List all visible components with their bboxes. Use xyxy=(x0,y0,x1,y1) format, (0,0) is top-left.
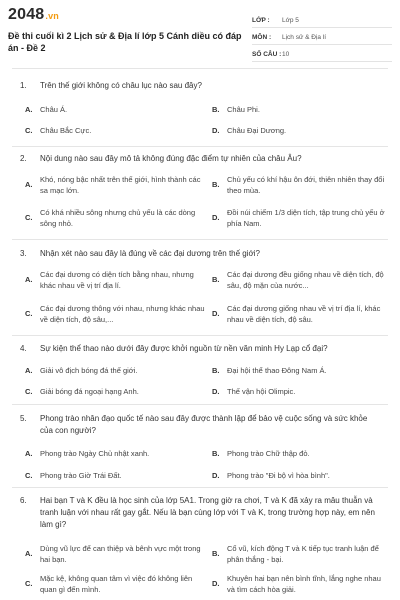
option-letter: C. xyxy=(25,387,33,396)
option-letter: B. xyxy=(212,366,220,375)
option-text: Các đại dương thông với nhau, nhưng khác nhau về diện tích, độ sâu,... xyxy=(40,304,205,324)
option-letter: B. xyxy=(212,275,220,284)
option-letter: A. xyxy=(25,549,33,558)
meta-value: Lớp 5 xyxy=(282,17,299,24)
question-number: 3. xyxy=(20,249,27,258)
option-letter: A. xyxy=(25,275,33,284)
question-stem: Phong trào nhân đạo quốc tế nào sau đây được thành lập để bảo vệ cuộc sống và sức khỏe của con người? xyxy=(40,414,368,435)
option-text: Phong trào "Đi bộ vì hòa bình". xyxy=(227,471,330,480)
meta-row-class xyxy=(252,14,392,28)
logo-suffix: .vn xyxy=(45,11,60,21)
option-text: Đồi núi chiếm 1/3 diện tích, tập trung chủ yếu ở phía Nam. xyxy=(227,208,385,228)
meta-value: Lịch sử & Địa lí xyxy=(282,34,327,41)
option-letter: A. xyxy=(25,180,33,189)
divider xyxy=(12,335,388,336)
question-number: 1. xyxy=(20,81,27,90)
option-text: Các đại dương đều giống nhau về diện tích, độ sâu, độ mặn của nước... xyxy=(227,270,384,290)
option-text: Các đại dương có diện tích bằng nhau, nhưng khác nhau về vị trí địa lí. xyxy=(40,270,194,290)
divider xyxy=(12,487,388,488)
option-text: Mặc kệ, không quan tâm vì việc đó không liên quan gì đến mình. xyxy=(40,574,193,594)
option-letter: C. xyxy=(25,309,33,318)
page-header xyxy=(0,0,400,66)
exam-meta xyxy=(252,14,392,65)
meta-value: 10 xyxy=(282,51,290,58)
question-stem: Sự kiện thể thao nào dưới đây được khởi nguồn từ nền văn minh Hy Lạp cổ đại? xyxy=(40,344,328,353)
option-text: Giải vô địch bóng đá thế giới. xyxy=(40,366,138,375)
meta-key: SỐ CÂU : xyxy=(252,51,282,58)
option-text: Khuyên hai bạn nên bình tĩnh, lắng nghe nhau và tìm cách hòa giải. xyxy=(227,574,381,594)
option-text: Châu Á. xyxy=(40,105,68,114)
option-text: Châu Phi. xyxy=(227,105,260,114)
question-stem: Trên thế giới không có châu lục nào sau đây? xyxy=(40,81,202,90)
question-number: 5. xyxy=(20,414,27,423)
question-number: 2. xyxy=(20,154,27,163)
option-letter: C. xyxy=(25,213,33,222)
option-text: Phong trào Chữ thập đỏ. xyxy=(227,449,310,458)
option-letter: D. xyxy=(212,309,220,318)
option-text: Châu Bắc Cực. xyxy=(40,126,92,135)
option-letter: D. xyxy=(212,471,220,480)
question-stem: Nội dung nào sau đây mô tả không đúng đặc điểm tự nhiên của châu Âu? xyxy=(40,154,302,163)
option-text: Cổ vũ, kích động T và K tiếp tục tranh luận để phân thắng - bại. xyxy=(227,544,379,564)
question-number: 6. xyxy=(20,496,27,505)
option-letter: A. xyxy=(25,449,33,458)
option-letter: B. xyxy=(212,105,220,114)
option-text: Chủ yếu có khí hậu ôn đới, thiên nhiên thay đổi theo mùa. xyxy=(227,175,385,195)
option-letter: C. xyxy=(25,126,33,135)
option-text: Đại hội thể thao Đông Nam Á. xyxy=(227,366,327,375)
option-text: Phong trào Ngày Chủ nhật xanh. xyxy=(40,449,150,458)
option-letter: D. xyxy=(212,213,220,222)
option-letter: C. xyxy=(25,471,33,480)
option-text: Châu Đại Dương. xyxy=(227,126,287,135)
option-text: Có khá nhiều sông nhưng chủ yếu là các dòng sông nhỏ. xyxy=(40,208,196,228)
page-title: Đề thi cuối kì 2 Lịch sử & Địa lí lớp 5 Cánh diều có đáp án - Đề 2 xyxy=(8,31,242,53)
option-letter: D. xyxy=(212,387,220,396)
question-stem: Nhận xét nào sau đây là đúng về các đại dương trên thế giới? xyxy=(40,249,260,258)
option-letter: C. xyxy=(25,579,33,588)
meta-key: LỚP : xyxy=(252,17,270,24)
option-letter: B. xyxy=(212,449,220,458)
option-text: Thế vận hội Olimpic. xyxy=(227,387,296,396)
option-text: Các đại dương giống nhau về vị trí địa lí, khác nhau về diện tích, độ sâu. xyxy=(227,304,381,324)
option-text: Phong trào Giờ Trái Đất. xyxy=(40,471,122,480)
meta-key: MÔN : xyxy=(252,34,272,41)
question-stem: Hai bạn T và K đều là học sinh của lớp 5A1. Trong giờ ra chơi, T và K đã xảy ra mâu thuẫn và tranh luận với nhau rất gay gắt. Nếu là bạn cùng lớp với T và K, trong trường hợp này, em nên làm gì? xyxy=(40,496,375,529)
option-letter: B. xyxy=(212,549,220,558)
meta-row-count xyxy=(252,48,392,62)
option-letter: A. xyxy=(25,105,33,114)
meta-row-subject xyxy=(252,31,392,45)
option-letter: A. xyxy=(25,366,33,375)
question-number: 4. xyxy=(20,344,27,353)
option-text: Khó, nóng bậc nhất trên thế giới, hình thành các sa mạc lớn. xyxy=(40,175,201,195)
option-letter: B. xyxy=(212,180,220,189)
option-text: Dùng vũ lực để can thiệp và bênh vực một trong hai bạn. xyxy=(40,544,201,564)
option-text: Giải bóng đá ngoại hạng Anh. xyxy=(40,387,139,396)
option-letter: D. xyxy=(212,579,220,588)
logo-text: 2048 xyxy=(8,6,45,23)
site-logo[interactable] xyxy=(8,6,59,24)
divider xyxy=(12,239,388,240)
divider xyxy=(12,146,388,147)
divider xyxy=(12,68,388,69)
divider xyxy=(12,404,388,405)
option-letter: D. xyxy=(212,126,220,135)
